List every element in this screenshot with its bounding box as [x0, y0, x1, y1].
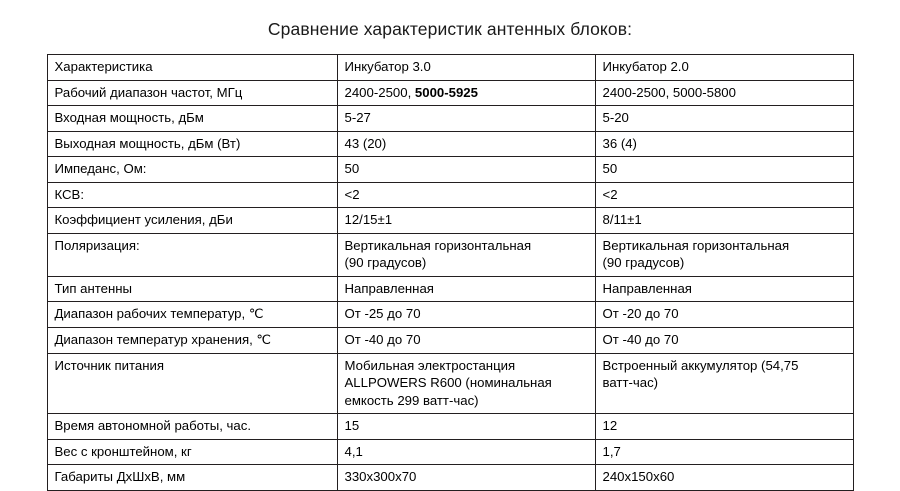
row-value-product-2: 1,7 [595, 439, 853, 465]
row-value-product-1: От -40 до 70 [337, 328, 595, 354]
row-value-product-1: 4,1 [337, 439, 595, 465]
value-line: ALLPOWERS R600 (номинальная [344, 375, 552, 391]
table-header-row [47, 55, 853, 81]
row-value-product-1: 5-27 [337, 106, 595, 132]
row-parameter-label: Входная мощность, дБм [47, 106, 337, 132]
row-value-product-1 [337, 353, 595, 414]
table-row [47, 233, 853, 276]
row-value-product-2: 12 [595, 414, 853, 440]
row-value-product-2: 36 (4) [595, 131, 853, 157]
row-value-product-1: Направленная [337, 276, 595, 302]
value-line: Вертикальная горизонтальная [344, 237, 532, 253]
value-text-bold: 5000-5925 [414, 84, 478, 100]
table-row [47, 414, 853, 440]
value-line: ватт-час) [602, 375, 659, 391]
table-row [47, 353, 853, 414]
row-value-product-2: 240x150x60 [595, 465, 853, 491]
table-header [47, 55, 853, 81]
value-line: Встроенный аккумулятор (54,75 [602, 357, 799, 373]
row-parameter-label: Тип антенны [47, 276, 337, 302]
row-value-product-2 [595, 353, 853, 414]
value-text: 2400-2500, [344, 84, 415, 100]
row-value-product-2: От -40 до 70 [595, 328, 853, 354]
table-row [47, 182, 853, 208]
row-value-product-2: 2400-2500, 5000-5800 [595, 80, 853, 106]
value-line: Мобильная электростанция [344, 357, 516, 373]
table-row [47, 328, 853, 354]
row-parameter-label: Время автономной работы, час. [47, 414, 337, 440]
table-row [47, 439, 853, 465]
table-row [47, 208, 853, 234]
row-value-product-1: 12/15±1 [337, 208, 595, 234]
row-value-product-2: От -20 до 70 [595, 302, 853, 328]
row-value-product-2 [595, 233, 853, 276]
row-value-product-2: Направленная [595, 276, 853, 302]
row-parameter-label: Импеданс, Ом: [47, 157, 337, 183]
column-header-product-1: Инкубатор 3.0 [337, 55, 595, 81]
value-line: (90 градусов) [344, 255, 427, 271]
row-parameter-label: Поляризация: [47, 233, 337, 276]
row-parameter-label: Рабочий диапазон частот, МГц [47, 80, 337, 106]
row-value-product-2: <2 [595, 182, 853, 208]
row-value-product-1: 330x300x70 [337, 465, 595, 491]
row-value-product-2: 8/11±1 [595, 208, 853, 234]
specs-comparison-table [47, 54, 854, 491]
row-parameter-label: Диапазон рабочих температур, ℃ [47, 302, 337, 328]
row-value-product-1: 15 [337, 414, 595, 440]
row-parameter-label: КСВ: [47, 182, 337, 208]
row-parameter-label: Источник питания [47, 353, 337, 414]
value-line: Вертикальная горизонтальная [602, 237, 790, 253]
row-value-product-2: 5-20 [595, 106, 853, 132]
row-value-product-1: <2 [337, 182, 595, 208]
row-value-product-1 [337, 233, 595, 276]
row-value-product-1: 43 (20) [337, 131, 595, 157]
table-row [47, 80, 853, 106]
column-header-product-2: Инкубатор 2.0 [595, 55, 853, 81]
page-title: Сравнение характеристик антенных блоков: [267, 19, 633, 39]
row-parameter-label: Коэффициент усиления, дБи [47, 208, 337, 234]
column-header-parameter: Характеристика [47, 55, 337, 81]
table-row [47, 302, 853, 328]
table-body [47, 80, 853, 490]
row-parameter-label: Вес с кронштейном, кг [47, 439, 337, 465]
row-parameter-label: Габариты ДхШхВ, мм [47, 465, 337, 491]
row-value-product-1: 50 [337, 157, 595, 183]
value-line: (90 градусов) [602, 255, 685, 271]
table-row [47, 131, 853, 157]
table-row [47, 106, 853, 132]
table-row [47, 157, 853, 183]
row-parameter-label: Выходная мощность, дБм (Вт) [47, 131, 337, 157]
value-line: емкость 299 ватт-час) [344, 392, 479, 408]
row-parameter-label: Диапазон температур хранения, ℃ [47, 328, 337, 354]
table-row [47, 276, 853, 302]
row-value-product-1: От -25 до 70 [337, 302, 595, 328]
row-value-product-2: 50 [595, 157, 853, 183]
table-row [47, 465, 853, 491]
row-value-product-1 [337, 80, 595, 106]
